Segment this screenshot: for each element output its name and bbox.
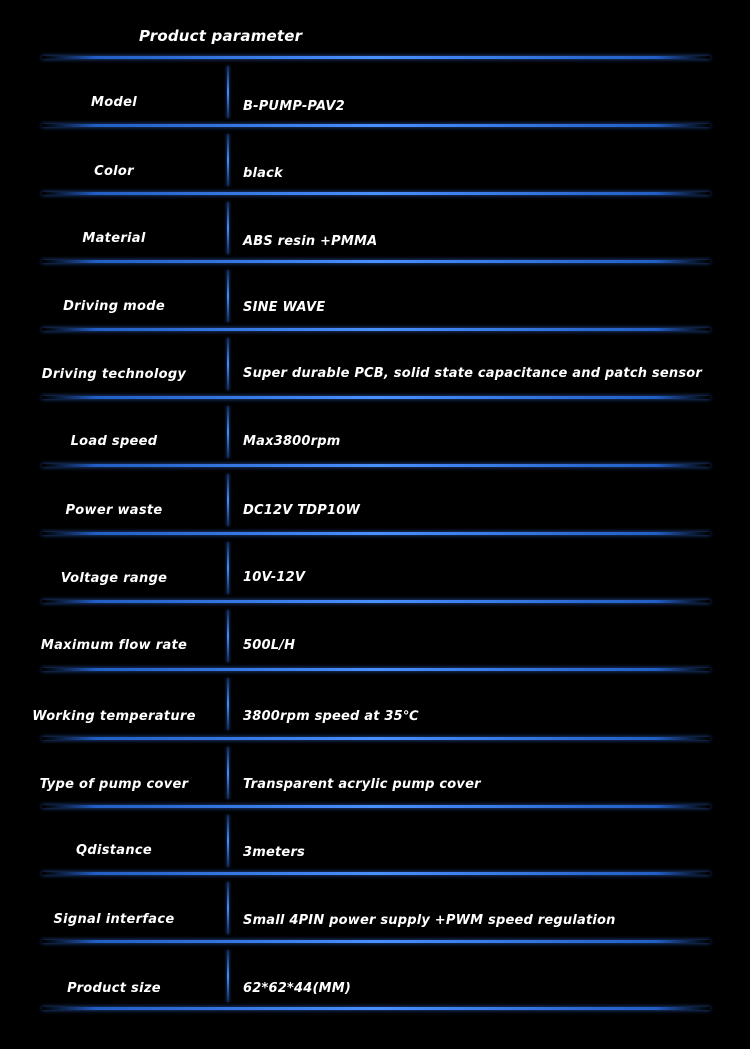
column-divider [227,610,229,662]
divider-line [42,192,710,195]
divider-line [42,1007,710,1010]
page-title: Product parameter [139,27,303,45]
param-label-qdistance: Qdistance [75,843,152,858]
param-label-signal-interface: Signal interface [53,912,175,927]
param-value-type-of-pump-cover: Transparent acrylic pump cover [243,777,481,792]
param-value-load-speed: Max3800rpm [243,434,341,449]
param-value-maximum-flow-rate: 500L/H [243,638,296,653]
param-label-type-of-pump-cover: Type of pump cover [39,777,189,792]
param-label-power-waste: Power waste [65,503,163,518]
divider-line [42,805,710,808]
column-divider [227,270,229,322]
column-divider [227,134,229,186]
param-value-working-temperature: 3800rpm speed at 35℃ [243,709,419,724]
param-value-qdistance: 3meters [243,845,305,860]
param-value-model: B-PUMP-PAV2 [243,99,345,114]
param-label-maximum-flow-rate: Maximum flow rate [40,638,188,653]
column-divider [227,678,229,730]
param-value-material: ABS resin +PMMA [243,234,378,249]
param-value-signal-interface: Small 4PIN power supply +PWM speed regulation [243,913,616,928]
param-label-model: Model [91,95,137,110]
divider-line [42,396,710,399]
column-divider [227,747,229,799]
param-value-driving-mode: SINE WAVE [243,300,326,315]
divider-line [42,260,710,263]
param-label-color: Color [94,164,134,179]
param-value-product-size: 62*62*44(MM) [243,981,352,996]
param-label-material: Material [82,231,146,246]
param-value-voltage-range: 10V-12V [243,570,306,585]
column-divider [227,882,229,934]
column-divider [227,542,229,594]
column-divider [227,338,229,390]
param-value-color: black [243,166,283,181]
divider-line [42,532,710,535]
divider-line [42,872,710,875]
param-label-product-size: Product size [67,981,161,996]
column-divider [227,406,229,458]
param-label-load-speed: Load speed [70,434,158,449]
divider-line [42,464,710,467]
divider-line [42,940,710,943]
divider-line [42,600,710,603]
divider-line [42,328,710,331]
param-label-voltage-range: Voltage range [60,571,168,586]
column-divider [227,202,229,254]
column-divider [227,474,229,526]
param-label-driving-technology: Driving technology [41,367,187,382]
divider-line [42,124,710,127]
param-label-working-temperature: Working temperature [32,709,196,724]
column-divider [227,950,229,1002]
divider-line [42,737,710,740]
param-value-power-waste: DC12V TDP10W [243,503,361,518]
column-divider [227,66,229,118]
divider-line [42,56,710,59]
divider-line [42,668,710,671]
column-divider [227,815,229,867]
param-value-driving-technology: Super durable PCB, solid state capacitance and patch sensor [243,366,702,381]
param-label-driving-mode: Driving mode [63,299,165,314]
